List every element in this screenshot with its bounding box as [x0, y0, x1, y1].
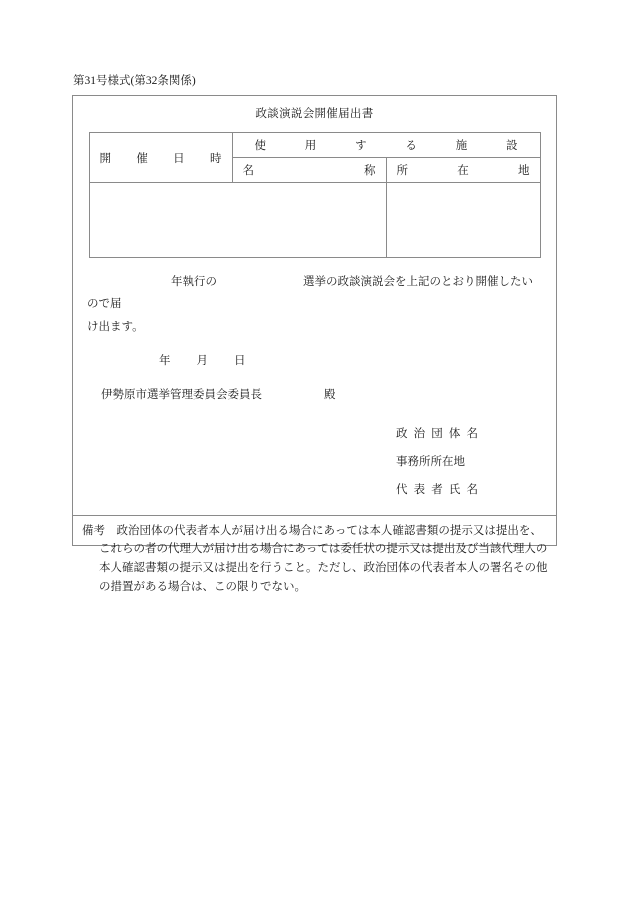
signature-office-address-row	[87, 448, 478, 476]
signature-organization-row	[87, 420, 478, 448]
header-datetime-label: 開催日時	[99, 152, 222, 165]
statement-election-text: 選挙の政談演説会を上記のとおり開催したいので届	[87, 276, 533, 311]
signature-representative-row	[87, 476, 478, 504]
page-title: 政談演説会開催届出書	[255, 108, 374, 120]
table-row	[89, 183, 540, 258]
header-facility-group-label: 使用する施設	[254, 140, 518, 152]
date-year-label: 年	[159, 355, 171, 368]
signature-organization-label: 政治団体名	[396, 428, 478, 441]
header-facility-address	[386, 158, 540, 183]
table-header-row	[89, 133, 540, 158]
statement-year-label: 年執行の	[171, 276, 217, 288]
header-facility-address-label: 所在地	[396, 165, 530, 177]
signature-representative-label: 代表者氏名	[396, 484, 478, 497]
note-section	[73, 516, 556, 597]
statement-line	[87, 271, 544, 316]
statement-continuation: け出ます。	[87, 320, 144, 333]
event-info-table	[89, 132, 541, 258]
header-facility-group	[232, 133, 540, 158]
form-number: 第31号様式(第32条関係)	[73, 75, 196, 87]
input-facility-address[interactable]	[386, 183, 540, 258]
note-line: 備考 政治団体の代表者本人が届け出る場合にあっては本人確認書類の提示又は提出を、	[82, 524, 542, 537]
header-datetime	[89, 133, 232, 183]
input-datetime-and-name[interactable]	[89, 183, 386, 258]
header-facility-name	[232, 158, 386, 183]
signature-block	[87, 420, 544, 505]
header-facility-name-label: 名称	[242, 165, 376, 177]
document-frame	[72, 95, 557, 593]
recipient-honorific: 殿	[324, 388, 336, 401]
date-month-label: 月	[196, 355, 208, 368]
note-line: 本人確認書類の提示又は提出を行うこと。ただし、政治団体の代表者本人の署名その他	[99, 561, 548, 574]
recipient-name: 伊勢原市選挙管理委員会委員長	[101, 388, 262, 401]
body-text-area	[73, 271, 556, 505]
date-line	[87, 350, 544, 372]
signature-office-address-label: 事務所所在地	[396, 456, 465, 469]
note-line: の措置がある場合は、この限りでない。	[99, 580, 306, 593]
recipient-line	[87, 384, 544, 406]
date-day-label: 日	[234, 355, 246, 368]
note-line: これらの者の代理人が届け出る場合にあっては委任状の提示又は提出及び当該代理人の	[99, 543, 548, 556]
